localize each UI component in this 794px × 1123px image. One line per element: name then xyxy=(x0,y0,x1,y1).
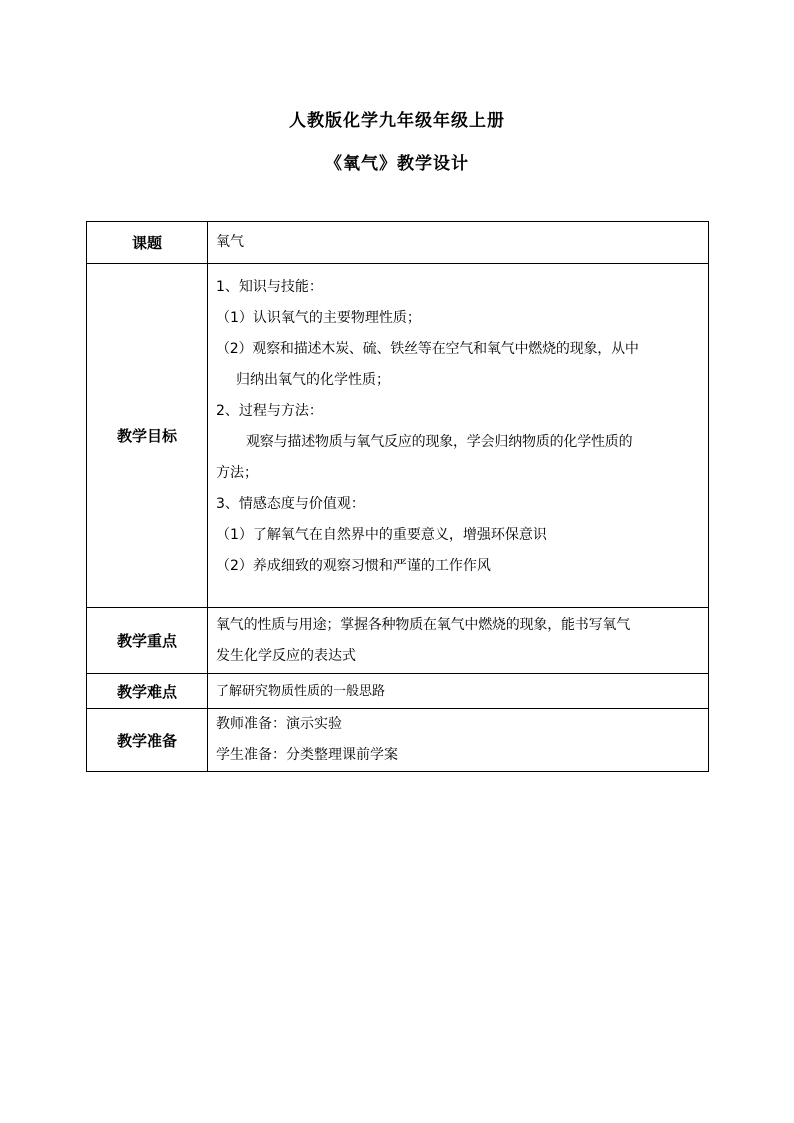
goals-line: （1）认识氧气的主要物理性质； xyxy=(216,310,421,326)
table-row-preparation xyxy=(87,709,709,772)
goals-line: 2、过程与方法： xyxy=(216,403,323,419)
goals-line: 观察与描述物质与氧气反应的现象，学会归纳物质的化学性质的 xyxy=(246,434,633,450)
difficulty-cell xyxy=(208,674,709,709)
goals-line: （2）养成细致的观察习惯和严谨的工作作风 xyxy=(216,558,491,574)
goals-line: 1、知识与技能： xyxy=(216,279,323,295)
preparation-cell xyxy=(208,709,709,772)
document-subtitle: 《氧气》教学设计 xyxy=(325,154,469,174)
goals-label: 教学目标 xyxy=(87,264,208,608)
preparation-label: 教学准备 xyxy=(87,709,208,772)
document-title: 人教版化学九年级年级上册 xyxy=(289,111,505,131)
goals-line: 3、情感态度与价值观： xyxy=(216,496,365,512)
goals-line: （1）了解氧气在自然界中的重要意义，增强环保意识 xyxy=(216,527,547,543)
table-row-topic xyxy=(87,222,709,264)
focus-label: 教学重点 xyxy=(87,608,208,674)
focus-line: 发生化学反应的表达式 xyxy=(216,647,356,664)
preparation-line: 教师准备：演示实验 xyxy=(216,716,342,732)
table-row-goals xyxy=(87,264,709,608)
difficulty-value: 了解研究物质性质的一般思路 xyxy=(216,683,386,699)
goals-line: 归纳出氧气的化学性质； xyxy=(236,372,390,388)
preparation-line: 学生准备：分类整理课前学案 xyxy=(216,747,398,763)
topic-value: 氧气 xyxy=(216,234,244,250)
table-row-focus xyxy=(87,608,709,674)
topic-value-cell xyxy=(208,222,709,264)
goals-line: 方法； xyxy=(216,465,258,481)
goals-line: （2）观察和描述木炭、硫、铁丝等在空气和氧气中燃烧的现象，从中 xyxy=(216,341,639,357)
topic-label: 课题 xyxy=(87,222,208,264)
difficulty-label: 教学难点 xyxy=(87,674,208,709)
lesson-plan-table xyxy=(86,221,709,772)
goals-cell xyxy=(208,264,709,608)
focus-line: 氧气的性质与用途；掌握各种物质在氧气中燃烧的现象，能书写氧气 xyxy=(216,616,630,633)
table-row-difficulty xyxy=(87,674,709,709)
focus-cell xyxy=(208,608,709,674)
